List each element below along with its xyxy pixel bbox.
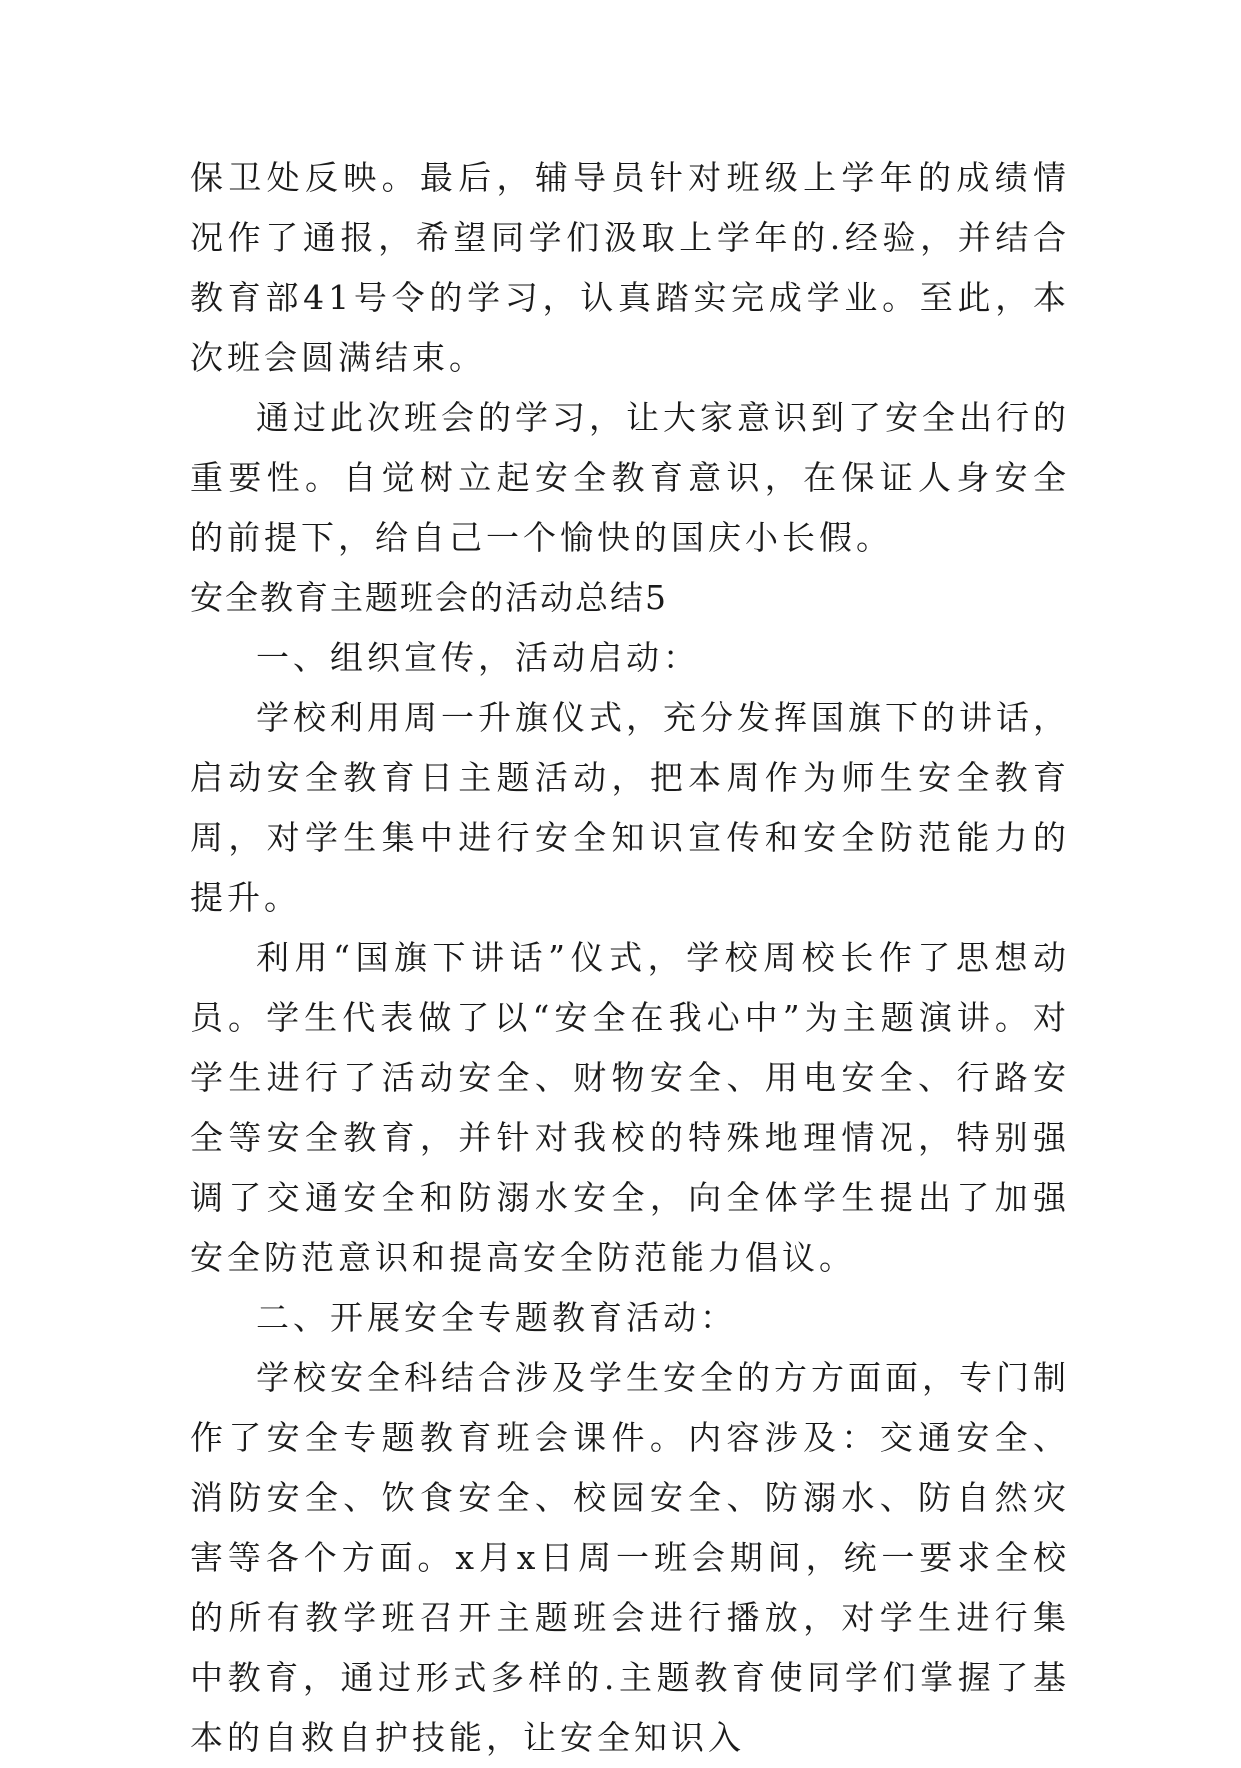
subheading-one: 一、组织宣传，活动启动： [256,638,700,677]
paragraph-courseware: 学校安全科结合涉及学生安全的方方面面，专门制作了安全专题教育班会课件。内容涉及：交通安全、消防安全、饮食安全、校园安全、防溺水、防自然灾害等各个方面。x月x日周一班会期间，统一要求全校的所有教学班召开主题班会进行播放，对学生进行集中教育，通过形式多样的.主题教育使同学们掌握了基本的自救自护技能，让安全知识入 [190,1358,1070,1757]
subheading-two: 二、开展安全专题教育活动： [256,1298,737,1337]
paragraph-speech: 利用“国旗下讲话”仪式，学校周校长作了思想动员。学生代表做了以“安全在我心中”为主题演讲。对学生进行了活动安全、财物安全、用电安全、行路安全等安全教育，并针对我校的特殊地理情况，特别强调了交通安全和防溺水安全，向全体学生提出了加强安全防范意识和提高安全防范能力倡议。 [190,938,1070,1277]
paragraph-flag-ceremony: 学校利用周一升旗仪式，充分发挥国旗下的讲话，启动安全教育日主题活动，把本周作为师生安全教育周，对学生集中进行安全知识宣传和安全防范能力的提升。 [190,698,1070,917]
paragraph-continuation: 保卫处反映。最后，辅导员针对班级上学年的成绩情况作了通报，希望同学们汲取上学年的.经验，并结合教育部41号令的学习，认真踏实完成学业。至此，本次班会圆满结束。 [190,158,1070,377]
document-body [190,148,1070,1768]
paragraph-conclusion: 通过此次班会的学习，让大家意识到了安全出行的重要性。自觉树立起安全教育意识，在保证人身安全的前提下，给自己一个愉快的国庆小长假。 [190,398,1070,557]
section-title: 安全教育主题班会的活动总结5 [190,578,668,617]
